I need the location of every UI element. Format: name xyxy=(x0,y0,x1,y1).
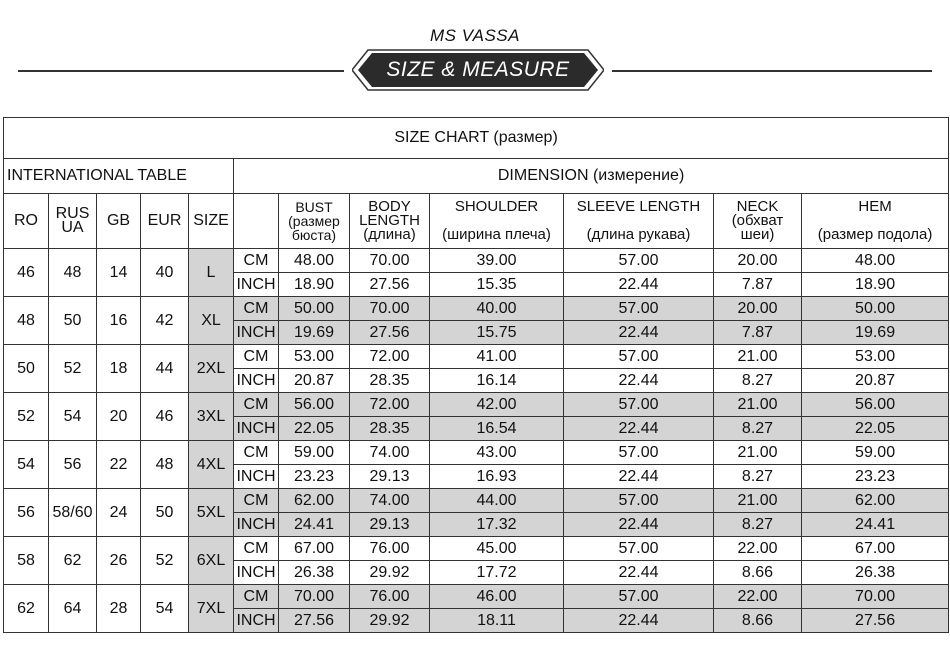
cell-sleeve-length-inch: 22.44 xyxy=(564,465,714,489)
cell-body-length-cm: 70.00 xyxy=(350,297,430,321)
cell-rus-ua: 56 xyxy=(49,441,97,489)
cell-hem-cm: 56.00 xyxy=(802,393,949,417)
cell-bust-inch: 23.23 xyxy=(279,465,350,489)
cell-rus-ua: 58/60 xyxy=(49,489,97,537)
cell-sleeve-length-cm: 57.00 xyxy=(564,585,714,609)
cell-shoulder-cm: 44.00 xyxy=(430,489,564,513)
unit-inch: INCH xyxy=(234,369,279,393)
cell-bust-inch: 22.05 xyxy=(279,417,350,441)
cell-eur: 54 xyxy=(141,585,189,633)
cell-body-length-cm: 74.00 xyxy=(350,441,430,465)
cell-neck-inch: 8.27 xyxy=(714,465,802,489)
cell-shoulder-cm: 46.00 xyxy=(430,585,564,609)
cell-rus-ua: 50 xyxy=(49,297,97,345)
cell-size: L xyxy=(189,249,234,297)
cell-size: 3XL xyxy=(189,393,234,441)
table-row-cm xyxy=(4,537,949,561)
cell-sleeve-length-inch: 22.44 xyxy=(564,609,714,633)
cell-sleeve-length-cm: 57.00 xyxy=(564,345,714,369)
cell-neck-cm: 22.00 xyxy=(714,537,802,561)
cell-sleeve-length-cm: 57.00 xyxy=(564,249,714,273)
unit-cm: CM xyxy=(234,489,279,513)
cell-ro: 62 xyxy=(4,585,49,633)
cell-size: 2XL xyxy=(189,345,234,393)
cell-shoulder-inch: 16.54 xyxy=(430,417,564,441)
cell-neck-cm: 20.00 xyxy=(714,249,802,273)
cell-eur: 48 xyxy=(141,441,189,489)
cell-shoulder-cm: 42.00 xyxy=(430,393,564,417)
cell-ro: 54 xyxy=(4,441,49,489)
international-table-label: INTERNATIONAL TABLE xyxy=(4,159,234,194)
cell-hem-inch: 22.05 xyxy=(802,417,949,441)
cell-body-length-inch: 29.92 xyxy=(350,609,430,633)
cell-bust-cm: 50.00 xyxy=(279,297,350,321)
cell-bust-cm: 48.00 xyxy=(279,249,350,273)
cell-bust-cm: 67.00 xyxy=(279,537,350,561)
cell-size: 7XL xyxy=(189,585,234,633)
size-measure-badge xyxy=(352,48,604,92)
unit-cm: CM xyxy=(234,297,279,321)
cell-hem-inch: 27.56 xyxy=(802,609,949,633)
cell-shoulder-inch: 17.72 xyxy=(430,561,564,585)
cell-hem-inch: 23.23 xyxy=(802,465,949,489)
chart-title: SIZE CHART (размер) xyxy=(4,118,949,159)
cell-ro: 50 xyxy=(4,345,49,393)
table-row-cm xyxy=(4,489,949,513)
cell-body-length-cm: 74.00 xyxy=(350,489,430,513)
cell-bust-inch: 26.38 xyxy=(279,561,350,585)
table-row-cm xyxy=(4,393,949,417)
cell-bust-cm: 62.00 xyxy=(279,489,350,513)
unit-inch: INCH xyxy=(234,321,279,345)
cell-bust-cm: 59.00 xyxy=(279,441,350,465)
unit-inch: INCH xyxy=(234,513,279,537)
cell-bust-cm: 56.00 xyxy=(279,393,350,417)
table-row-cm xyxy=(4,441,949,465)
cell-eur: 52 xyxy=(141,537,189,585)
size-chart-table xyxy=(3,117,949,633)
cell-ro: 56 xyxy=(4,489,49,537)
table-row-cm xyxy=(4,297,949,321)
cell-hem-inch: 24.41 xyxy=(802,513,949,537)
cell-neck-inch: 8.27 xyxy=(714,513,802,537)
cell-sleeve-length-cm: 57.00 xyxy=(564,537,714,561)
cell-eur: 42 xyxy=(141,297,189,345)
cell-eur: 40 xyxy=(141,249,189,297)
cell-hem-inch: 19.69 xyxy=(802,321,949,345)
unit-inch: INCH xyxy=(234,417,279,441)
cell-neck-cm: 21.00 xyxy=(714,489,802,513)
cell-neck-inch: 8.66 xyxy=(714,561,802,585)
cell-bust-cm: 70.00 xyxy=(279,585,350,609)
cell-gb: 22 xyxy=(97,441,141,489)
header-divider-left xyxy=(18,70,344,72)
cell-shoulder-inch: 15.75 xyxy=(430,321,564,345)
col-ro: RO xyxy=(4,194,49,249)
col-neck: NECK (обхват шеи) xyxy=(714,194,802,249)
cell-shoulder-inch: 18.11 xyxy=(430,609,564,633)
cell-sleeve-length-inch: 22.44 xyxy=(564,273,714,297)
cell-eur: 44 xyxy=(141,345,189,393)
unit-cm: CM xyxy=(234,441,279,465)
cell-hem-cm: 53.00 xyxy=(802,345,949,369)
table-row-cm xyxy=(4,345,949,369)
unit-inch: INCH xyxy=(234,465,279,489)
cell-neck-inch: 8.27 xyxy=(714,369,802,393)
cell-shoulder-cm: 39.00 xyxy=(430,249,564,273)
cell-neck-inch: 8.66 xyxy=(714,609,802,633)
table-row-cm xyxy=(4,585,949,609)
col-shoulder: SHOULDER (ширина плеча) xyxy=(430,194,564,249)
cell-rus-ua: 52 xyxy=(49,345,97,393)
cell-ro: 46 xyxy=(4,249,49,297)
cell-body-length-inch: 27.56 xyxy=(350,321,430,345)
cell-neck-cm: 20.00 xyxy=(714,297,802,321)
col-size: SIZE xyxy=(189,194,234,249)
cell-sleeve-length-inch: 22.44 xyxy=(564,369,714,393)
cell-neck-inch: 7.87 xyxy=(714,321,802,345)
cell-sleeve-length-cm: 57.00 xyxy=(564,489,714,513)
cell-shoulder-inch: 17.32 xyxy=(430,513,564,537)
table-row-cm xyxy=(4,249,949,273)
cell-neck-inch: 7.87 xyxy=(714,273,802,297)
cell-shoulder-cm: 40.00 xyxy=(430,297,564,321)
cell-sleeve-length-cm: 57.00 xyxy=(564,297,714,321)
cell-sleeve-length-inch: 22.44 xyxy=(564,417,714,441)
cell-size: XL xyxy=(189,297,234,345)
dimension-label: DIMENSION (измерение) xyxy=(234,159,949,194)
cell-shoulder-inch: 16.93 xyxy=(430,465,564,489)
cell-neck-cm: 21.00 xyxy=(714,441,802,465)
cell-body-length-cm: 72.00 xyxy=(350,345,430,369)
cell-shoulder-inch: 16.14 xyxy=(430,369,564,393)
badge-title: SIZE & MEASURE xyxy=(386,58,570,81)
cell-rus-ua: 64 xyxy=(49,585,97,633)
cell-bust-inch: 20.87 xyxy=(279,369,350,393)
cell-gb: 16 xyxy=(97,297,141,345)
unit-cm: CM xyxy=(234,585,279,609)
col-gb: GB xyxy=(97,194,141,249)
section-row xyxy=(4,159,949,194)
header-divider-right xyxy=(612,70,932,72)
cell-shoulder-cm: 45.00 xyxy=(430,537,564,561)
cell-body-length-inch: 29.92 xyxy=(350,561,430,585)
cell-body-length-cm: 72.00 xyxy=(350,393,430,417)
cell-ro: 48 xyxy=(4,297,49,345)
cell-gb: 14 xyxy=(97,249,141,297)
cell-body-length-inch: 28.35 xyxy=(350,417,430,441)
cell-hem-inch: 20.87 xyxy=(802,369,949,393)
cell-shoulder-cm: 41.00 xyxy=(430,345,564,369)
cell-hem-cm: 59.00 xyxy=(802,441,949,465)
unit-cm: CM xyxy=(234,393,279,417)
col-sleeve-length: SLEEVE LENGTH (длина рукава) xyxy=(564,194,714,249)
unit-cm: CM xyxy=(234,345,279,369)
cell-gb: 20 xyxy=(97,393,141,441)
cell-neck-cm: 22.00 xyxy=(714,585,802,609)
col-eur: EUR xyxy=(141,194,189,249)
cell-neck-cm: 21.00 xyxy=(714,345,802,369)
cell-hem-cm: 70.00 xyxy=(802,585,949,609)
cell-eur: 50 xyxy=(141,489,189,537)
cell-hem-inch: 26.38 xyxy=(802,561,949,585)
cell-body-length-cm: 70.00 xyxy=(350,249,430,273)
cell-sleeve-length-inch: 22.44 xyxy=(564,321,714,345)
cell-rus-ua: 62 xyxy=(49,537,97,585)
cell-gb: 28 xyxy=(97,585,141,633)
cell-body-length-inch: 29.13 xyxy=(350,465,430,489)
cell-hem-cm: 50.00 xyxy=(802,297,949,321)
unit-cm: CM xyxy=(234,249,279,273)
title-row xyxy=(4,118,949,159)
cell-sleeve-length-cm: 57.00 xyxy=(564,441,714,465)
col-rus-ua: RUS UA xyxy=(49,194,97,249)
cell-body-length-inch: 27.56 xyxy=(350,273,430,297)
cell-gb: 26 xyxy=(97,537,141,585)
cell-hem-cm: 62.00 xyxy=(802,489,949,513)
cell-size: 5XL xyxy=(189,489,234,537)
cell-body-length-cm: 76.00 xyxy=(350,537,430,561)
cell-size: 6XL xyxy=(189,537,234,585)
cell-bust-inch: 24.41 xyxy=(279,513,350,537)
cell-rus-ua: 54 xyxy=(49,393,97,441)
cell-hem-cm: 67.00 xyxy=(802,537,949,561)
cell-bust-cm: 53.00 xyxy=(279,345,350,369)
cell-bust-inch: 18.90 xyxy=(279,273,350,297)
column-header-row xyxy=(4,194,949,249)
cell-shoulder-cm: 43.00 xyxy=(430,441,564,465)
cell-hem-inch: 18.90 xyxy=(802,273,949,297)
cell-ro: 52 xyxy=(4,393,49,441)
col-unit xyxy=(234,194,279,249)
cell-hem-cm: 48.00 xyxy=(802,249,949,273)
unit-inch: INCH xyxy=(234,273,279,297)
cell-sleeve-length-inch: 22.44 xyxy=(564,513,714,537)
cell-rus-ua: 48 xyxy=(49,249,97,297)
brand-name: MS VASSA xyxy=(430,26,520,45)
cell-body-length-inch: 29.13 xyxy=(350,513,430,537)
cell-gb: 24 xyxy=(97,489,141,537)
col-hem: HEM (размер подола) xyxy=(802,194,949,249)
col-body-length: BODY LENGTH (длина) xyxy=(350,194,430,249)
cell-size: 4XL xyxy=(189,441,234,489)
unit-cm: CM xyxy=(234,537,279,561)
cell-sleeve-length-cm: 57.00 xyxy=(564,393,714,417)
cell-bust-inch: 27.56 xyxy=(279,609,350,633)
cell-gb: 18 xyxy=(97,345,141,393)
col-bust: BUST (размер бюста) xyxy=(279,194,350,249)
cell-sleeve-length-inch: 22.44 xyxy=(564,561,714,585)
cell-bust-inch: 19.69 xyxy=(279,321,350,345)
cell-body-length-inch: 28.35 xyxy=(350,369,430,393)
cell-ro: 58 xyxy=(4,537,49,585)
unit-inch: INCH xyxy=(234,609,279,633)
cell-neck-inch: 8.27 xyxy=(714,417,802,441)
cell-eur: 46 xyxy=(141,393,189,441)
cell-body-length-cm: 76.00 xyxy=(350,585,430,609)
cell-shoulder-inch: 15.35 xyxy=(430,273,564,297)
unit-inch: INCH xyxy=(234,561,279,585)
cell-neck-cm: 21.00 xyxy=(714,393,802,417)
